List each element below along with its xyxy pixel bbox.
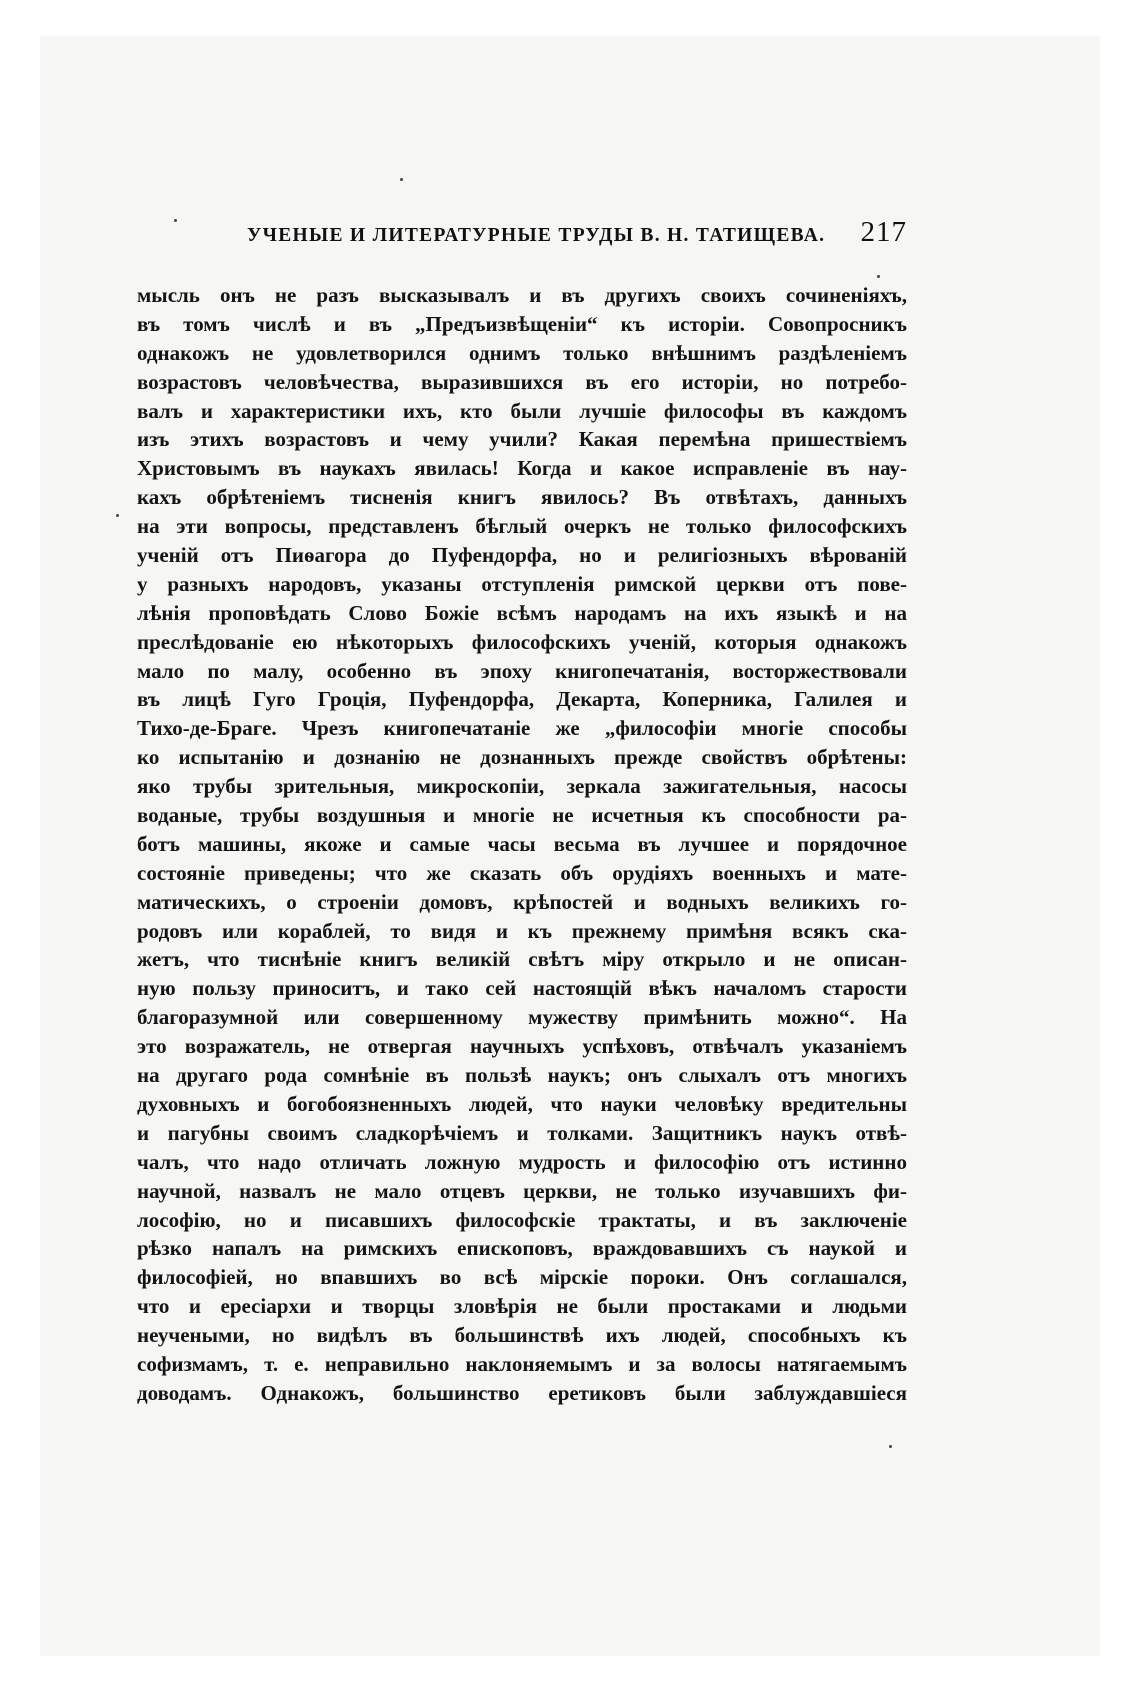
scan-speck (400, 178, 403, 181)
text-line: изъ этихъ возрастовъ и чему учили? Какая перемѣна пришествіемъ (137, 427, 907, 452)
scan-speck (116, 514, 119, 517)
text-line: родовъ или кораблей, то видя и къ прежнему примѣня всякъ ска- (137, 918, 907, 943)
text-line: яко трубы зрительныя, микроскопіи, зеркала зажигательныя, насосы (137, 774, 907, 799)
text-line: лософію, но и писавшихъ философскіе трактаты, и въ заключеніе (137, 1207, 907, 1232)
text-line: лѣнія проповѣдать Слово Божіе всѣмъ народамъ на ихъ языкѣ и на (137, 600, 907, 625)
text-line: матическихъ, о строеніи домовъ, крѣпостей и водныхъ великихъ го- (137, 889, 907, 914)
text-line: благоразумной или совершенному мужеству примѣнить можно“. На (137, 1005, 907, 1030)
text-line: философіей, но впавшихъ во всѣ мірскіе пороки. Онъ соглашался, (137, 1265, 907, 1290)
text-line: доводамъ. Однакожъ, большинство еретиковъ были заблуждавшіеся (137, 1380, 907, 1405)
text-line: возрастовъ человѣчества, выразившихся въ его исторіи, но потребо- (137, 369, 907, 394)
text-line: на другаго рода сомнѣніе въ пользѣ наукъ; онъ слыхалъ отъ многихъ (137, 1063, 907, 1088)
body-text (137, 281, 907, 1408)
text-line: софизмамъ, т. е. неправильно наклоняемымъ и за волосы натягаемымъ (137, 1351, 907, 1376)
text-line: это возражатель, не отвергая научныхъ успѣховъ, отвѣчалъ указаніемъ (137, 1034, 907, 1059)
text-line: Христовымъ въ наукахъ явилась! Когда и какое исправленіе въ нау- (137, 456, 907, 481)
text-line: мысль онъ не разъ высказывалъ и въ другихъ своихъ сочиненіяхъ, (137, 283, 907, 307)
running-title: УЧЕНЫЕ И ЛИТЕРАТУРНЫЕ ТРУДЫ В. Н. ТАТИЩЕВА. (247, 225, 826, 246)
text-line: преслѣдованіе ею нѣкоторыхъ философскихъ ученій, которыя однакожъ (137, 629, 907, 654)
text-line: кахъ обрѣтеніемъ тисненія книгъ явилось? Въ отвѣтахъ, данныхъ (137, 485, 907, 510)
page-number: 217 (860, 216, 907, 248)
text-line: неучеными, но видѣлъ въ большинствѣ ихъ людей, способныхъ къ (137, 1323, 907, 1348)
scan-speck (889, 1445, 892, 1448)
text-line: въ лицѣ Гуго Гроція, Пуфендорфа, Декарта, Коперника, Галилея и (137, 687, 907, 712)
text-line: научной, назвалъ не мало отцевъ церкви, не только изучавшихъ фи- (137, 1178, 907, 1203)
text-line: мало по малу, особенно въ эпоху книгопечатанія, восторжествовали (137, 658, 907, 683)
text-line: духовныхъ и богобоязненныхъ людей, что науки человѣку вредительны (137, 1091, 907, 1116)
text-line: валъ и характеристики ихъ, кто были лучшіе философы въ каждомъ (137, 398, 907, 423)
text-line: рѣзко напалъ на римскихъ епископовъ, враждовавшихъ съ наукой и (137, 1236, 907, 1261)
text-line: въ томъ числѣ и въ „Предъизвѣщеніи“ къ исторіи. Совопросникъ (137, 311, 907, 336)
text-line: состояніе приведены; что же сказать объ орудіяхъ военныхъ и мате- (137, 860, 907, 885)
text-line: у разныхъ народовъ, указаны отступленія римской церкви отъ пове- (137, 571, 907, 596)
text-line: однакожъ не удовлетворился однимъ только внѣшнимъ раздѣленіемъ (137, 340, 907, 365)
text-line: ную пользу приноситъ, и тако сей настоящій вѣкъ началомъ старости (137, 976, 907, 1001)
text-line: что и ересіархи и творцы зловѣрія не были простаками и людьми (137, 1294, 907, 1319)
text-line: Тихо-де-Браге. Чрезъ книгопечатаніе же „философіи многіе способы (137, 716, 907, 741)
text-line: на эти вопросы, представленъ бѣглый очеркъ не только философскихъ (137, 514, 907, 539)
text-line: воданые, трубы воздушныя и многіе не исчетныя къ способности ра- (137, 803, 907, 828)
running-head (137, 218, 907, 254)
text-line: ко испытанію и дознанію не дознанныхъ прежде свойствъ обрѣтены: (137, 745, 907, 770)
scan-speck (877, 275, 880, 278)
text-line: и пагубны своимъ сладкорѣчіемъ и толками. Защитникъ наукъ отвѣ- (137, 1120, 907, 1145)
text-line: ботъ машины, якоже и самые часы весьма въ лучшее и порядочное (137, 831, 907, 856)
text-line: ученій отъ Пиѳагора до Пуфендорфа, но и религіозныхъ вѣрованій (137, 543, 907, 568)
text-line: чалъ, что надо отличать ложную мудрость и философію отъ истинно (137, 1149, 907, 1174)
text-line: жетъ, что тиснѣніе книгъ великій свѣтъ міру открыло и не описан- (137, 947, 907, 972)
